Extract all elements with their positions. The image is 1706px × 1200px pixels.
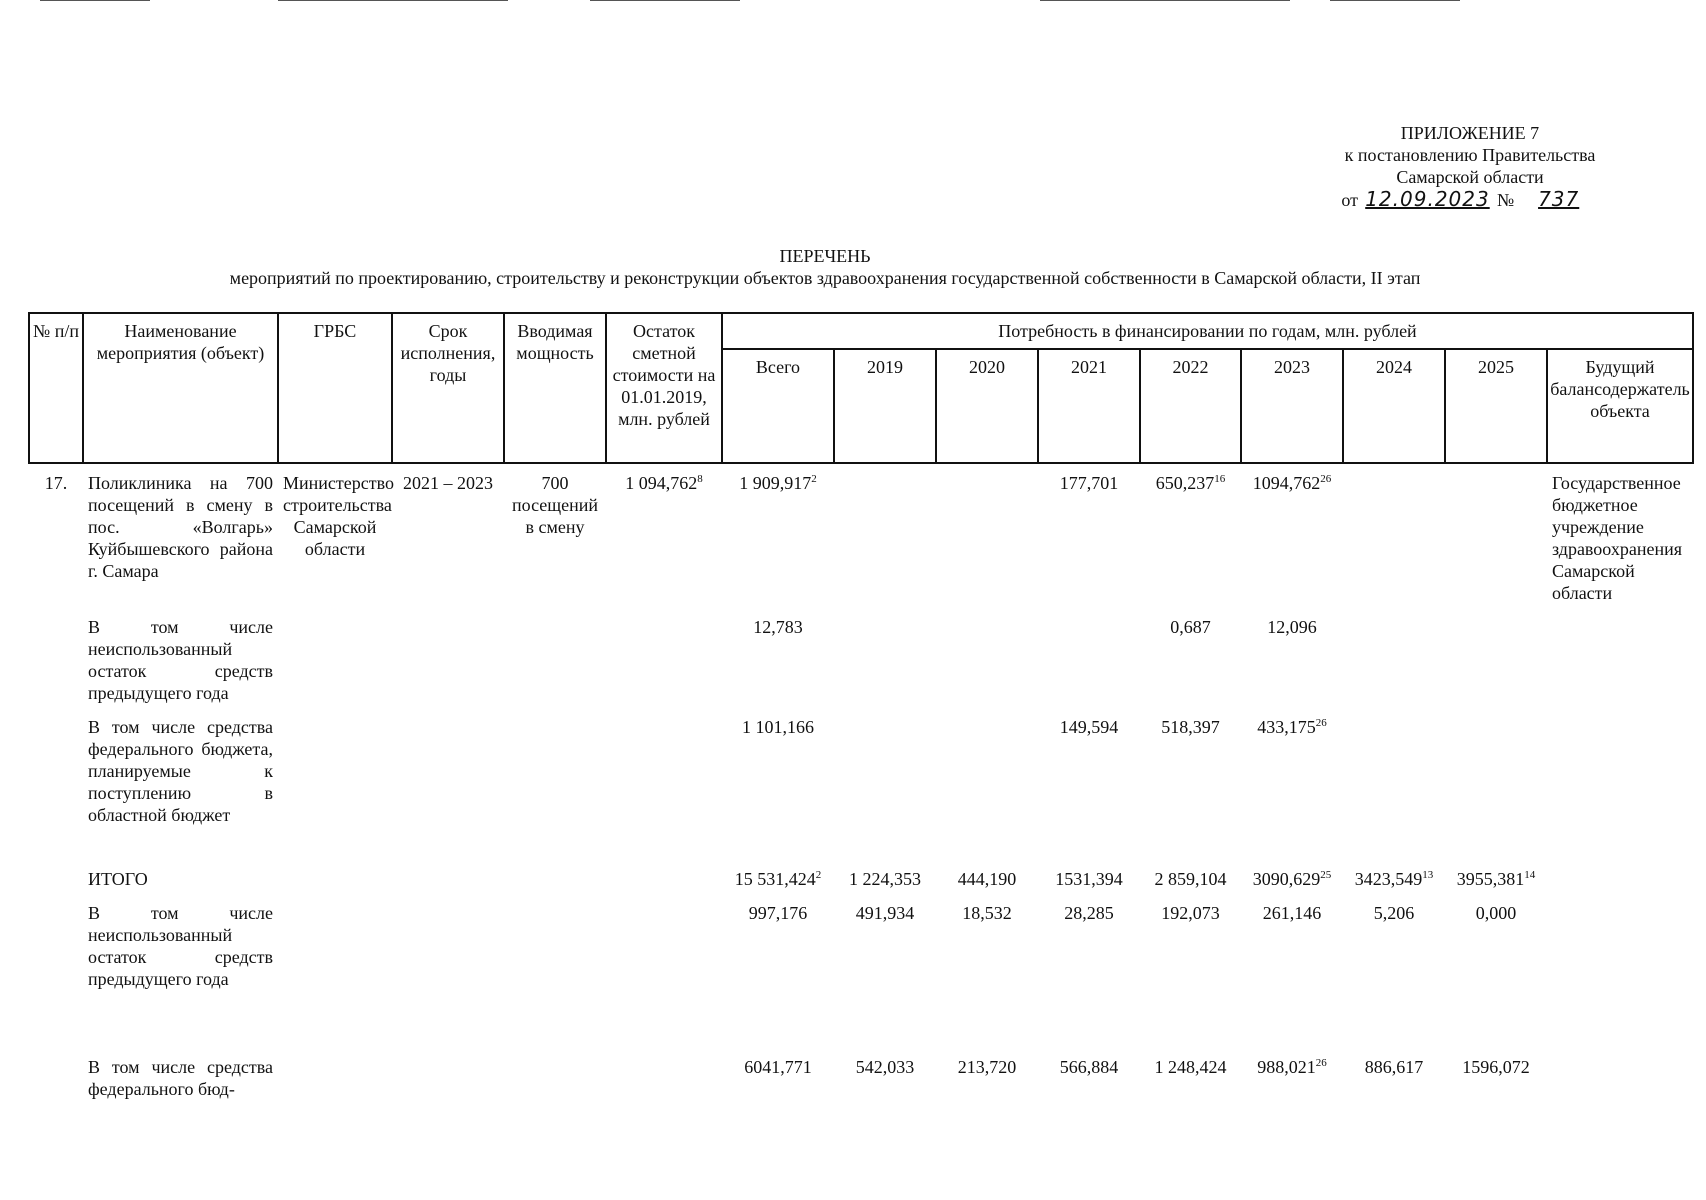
cell-2021: 1531,394 [1055,869,1123,889]
date-prefix: от [1341,190,1358,210]
scan-edge-line [1330,0,1460,1]
cell-2024: 3423,549$^{13}$ [1354,869,1434,889]
cell-num [29,608,83,708]
cell-2025 [1445,463,1547,608]
cell-2022: 192,073 [1161,903,1220,923]
cell-2022: 1 248,424 [1154,1057,1227,1077]
cell-total: 6041,771 [744,1057,812,1077]
cell-2022: 2 859,104 [1154,869,1227,889]
cell-num [29,1048,83,1104]
handwritten-date: 12.09.2023 [1365,187,1490,211]
cell-grbs: Министерство строительства Самарской области [283,473,394,559]
document-title-block [0,245,1650,289]
table-row-total [29,860,1693,894]
cell-2024 [1343,463,1445,608]
cell-2025: 3955,381$^{14}$ [1456,869,1536,889]
header-term: Срок исполнения, годы [392,313,504,463]
appendix-header [1300,122,1640,211]
cell-2019: 491,934 [855,903,915,923]
cell-2023: 261,146 [1262,903,1322,923]
cell-2020: 18,532 [962,903,1012,923]
scan-edge-line [590,0,740,1]
cell-holder: Государственное бюджетное учреждение здравоохранения Самарской области [1552,473,1683,603]
header-year-2020: 2020 [936,349,1038,463]
cell-2021: 149,594 [1059,717,1119,737]
cell-name: В том числе средства федерального бюджета, планируемые к поступлению в областной бюджет [88,717,273,825]
document-subtitle: мероприятий по проектированию, строительству и реконструкции объектов здравоохранения государственной собственности в Самарской области, II этап [229,268,1421,288]
scan-edge-line [1040,0,1290,1]
header-holder: Будущий балансодержатель объекта [1547,349,1693,463]
cell-2020 [936,463,1038,608]
appendix-title: ПРИЛОЖЕНИЕ 7 [1400,123,1540,143]
header-year-2023: 2023 [1241,349,1343,463]
appendix-line-2: Самарской области [1396,167,1544,187]
table-row-17-federal [29,708,1693,830]
cell-num [29,860,83,894]
header-remainder: Остаток сметной стоимости на 01.01.2019, млн. рублей [606,313,722,463]
cell-total: 12,783 [753,617,803,637]
cell-total: 1 909,917$^2$ [739,473,817,493]
cell-2022: 650,237$^{16}$ [1155,473,1226,493]
appendix-date-line [1300,188,1640,211]
header-name: Наименование мероприятия (объект) [83,313,278,463]
header-year-2022: 2022 [1140,349,1241,463]
cell-2019: 542,033 [855,1057,915,1077]
cell-2021: 566,884 [1059,1057,1119,1077]
cell-name: Поликлиника на 700 посещений в смену в пос. «Волгарь» Куйбышевского района г. Самара [88,473,273,581]
cell-total: 1 101,166 [742,717,814,737]
cell-2025: 1596,072 [1462,1057,1530,1077]
cell-total: 997,176 [748,903,808,923]
cell-2019: 1 224,353 [849,869,921,889]
table-row-total-unused [29,894,1693,994]
appendix-line-1: к постановлению Правительства [1344,145,1596,165]
header-capacity: Вводимая мощность [504,313,606,463]
scan-edge-line [40,0,150,1]
header-total: Всего [722,349,834,463]
header-year-2019: 2019 [834,349,936,463]
cell-capacity: 700 посещений в смену [511,473,599,537]
cell-2023: 3090,629$^{25}$ [1252,869,1332,889]
header-year-2021: 2021 [1038,349,1140,463]
cell-2024: 5,206 [1373,903,1415,923]
cell-2020: 444,190 [957,869,1017,889]
cell-2022: 518,397 [1161,717,1220,737]
cell-2025: 0,000 [1475,903,1517,923]
cell-name: ИТОГО [88,869,148,889]
cell-num: 17. [44,473,68,493]
cell-term: 2021 – 2023 [403,473,493,493]
cell-name: В том числе неиспользованный остаток средств предыдущего года [88,617,273,703]
header-num: № п/п [29,313,83,463]
cell-2024: 886,617 [1364,1057,1424,1077]
cell-2023: 988,021$^{26}$ [1257,1057,1327,1077]
document-title: ПЕРЕЧЕНЬ [779,246,871,266]
header-grbs: ГРБС [278,313,392,463]
cell-2019 [834,463,936,608]
financing-table [28,312,1694,1104]
cell-2021: 28,285 [1064,903,1114,923]
cell-remainder: 1 094,762$^8$ [625,473,703,493]
handwritten-number: 737 [1538,187,1580,211]
cell-name: В том числе неиспользованный остаток средств предыдущего года [88,903,273,989]
cell-2023: 12,096 [1267,617,1317,637]
table-row-total-federal [29,1048,1693,1104]
cell-2022: 0,687 [1170,617,1211,637]
number-sign: № [1496,190,1515,210]
cell-2020: 213,720 [957,1057,1017,1077]
table-row-17 [29,463,1693,608]
scan-edge-line [278,0,508,1]
header-year-2025: 2025 [1445,349,1547,463]
cell-2021: 177,701 [1059,473,1119,493]
header-year-2024: 2024 [1343,349,1445,463]
cell-2023: 1094,762$^{26}$ [1252,473,1332,493]
cell-2023: 433,175$^{26}$ [1257,717,1327,737]
cell-num [29,894,83,994]
header-financing: Потребность в финансировании по годам, млн. рублей [722,313,1693,349]
table-row-17-unused [29,608,1693,708]
cell-name: В том числе средства федерального бюд- [88,1057,273,1099]
cell-total: 15 531,424$^2$ [734,869,822,889]
cell-num [29,708,83,830]
